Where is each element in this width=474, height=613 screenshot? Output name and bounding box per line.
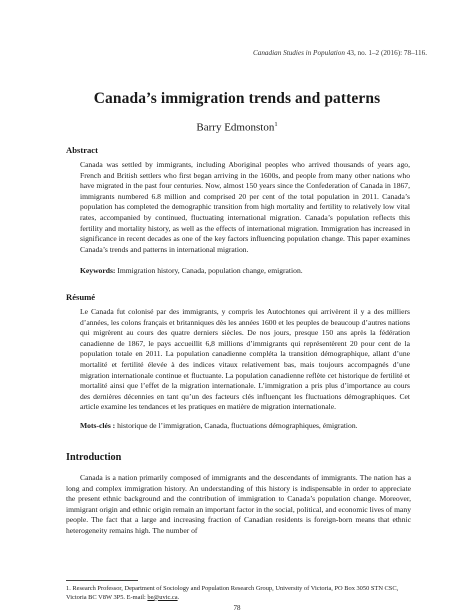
journal-volume: 43, no. 1–2 (2016): 78–116. [345, 49, 427, 57]
footnote-rule [66, 580, 138, 581]
abstract-heading: Abstract [66, 145, 98, 155]
resume-heading: Résumé [66, 292, 96, 302]
introduction-heading: Introduction [66, 452, 122, 463]
keywords-label: Keywords: [80, 266, 116, 275]
footnote-email-link[interactable]: be@uvic.ca [147, 593, 178, 601]
footnote-text: 1. Research Professor, Department of Sociology and Population Research Group, University of Victoria, PO Box 3050 STN CSC, Victoria BC V8W 3P5. E-mail: [66, 585, 399, 601]
paper-title: Canada’s immigration trends and patterns [93, 90, 381, 107]
keywords-value: Immigration history, Canada, population change, emigration. [115, 266, 303, 275]
author-line [0, 121, 474, 134]
resume-text: Le Canada fut colonisé par des immigrants, y compris les Autochtones qui arrivèrent il y a des milliers d’années, les colons français et britanniques dès les années 1600 et les peuples de beaucoup d’autres nations qui migrèrent au cours des quatre derniers siècles. De nos jours, presque 150 ans après la fédération canadienne de 1867, le pays accueillit 6,8 millions d’immigrants qui représentèrent 20 pour cent de la population totale en 2011. La population canadienne compléta la transition démographique, allant d’une mortalité et fertilité élevée à des indices vitaux relativement bas, mais toujours accompagnés d’une migration internationale continue et fluctuante. La population canadienne reflète cet historique de fertilité et mortalité ainsi que l’effet de la migration internationale. L’immigration a pris plus d’importance au cours des dernières décennies en tant qu’un des facteurs clés influençant les fluctuations démographiques. Cet article examine les tendances et les pratiques en matière de migration internationale. [80, 307, 410, 412]
journal-citation [253, 49, 427, 57]
mots-cles-value: historique de l’immigration, Canada, fluctuations démographiques, émigration. [115, 421, 358, 430]
author-footnote-mark: 1 [274, 121, 278, 128]
author-name: Barry Edmonston [196, 121, 275, 134]
footnote [66, 585, 411, 602]
resume-keywords [80, 421, 410, 432]
abstract-text: Canada was settled by immigrants, including Aboriginal peoples who arrived thousands of years ago, French and British settlers who first began arriving in the 1600s, and people from many other nations who have migrated in the past four centuries. Now, almost 150 years since the Confederation of Canada in 1867, immigrants numbered 6.8 million and comprised 20 per cent of the total population in 2011. Canada’s population has completed the demographic transition from high mortality and fertility to relatively low vital rates, accompanied by continued, fluctuating international migration. Canada’s population reflects this fertility and mortality history, as well as the effects of international migration. Immigration has increased in significance in recent decades as one of the key factors influencing population change. This paper examines Canada’s trends and patterns in international migration. [80, 160, 410, 254]
abstract-keywords [80, 266, 410, 277]
introduction-text: Canada is a nation primarily composed of immigrants and the descendants of immigrants. The nation has a long and complex immigration history. An understanding of this history is indispensable in order to appreciate the present ethnic background and the contribution of immigration to Canada’s population change. Moreover, immigrant origin and ethnic origin remain an important factor in the social, political, and economic lives of many people. The fact that a large and increasing fraction of Canadian residents is foreign-born means that ethnic heterogeneity remains high. The number of [66, 473, 411, 535]
page-number: 78 [233, 604, 241, 612]
journal-name: Canadian Studies in Population [252, 49, 345, 57]
mots-cles-label: Mots-clés : [80, 421, 116, 430]
footnote-end: . [177, 593, 180, 601]
